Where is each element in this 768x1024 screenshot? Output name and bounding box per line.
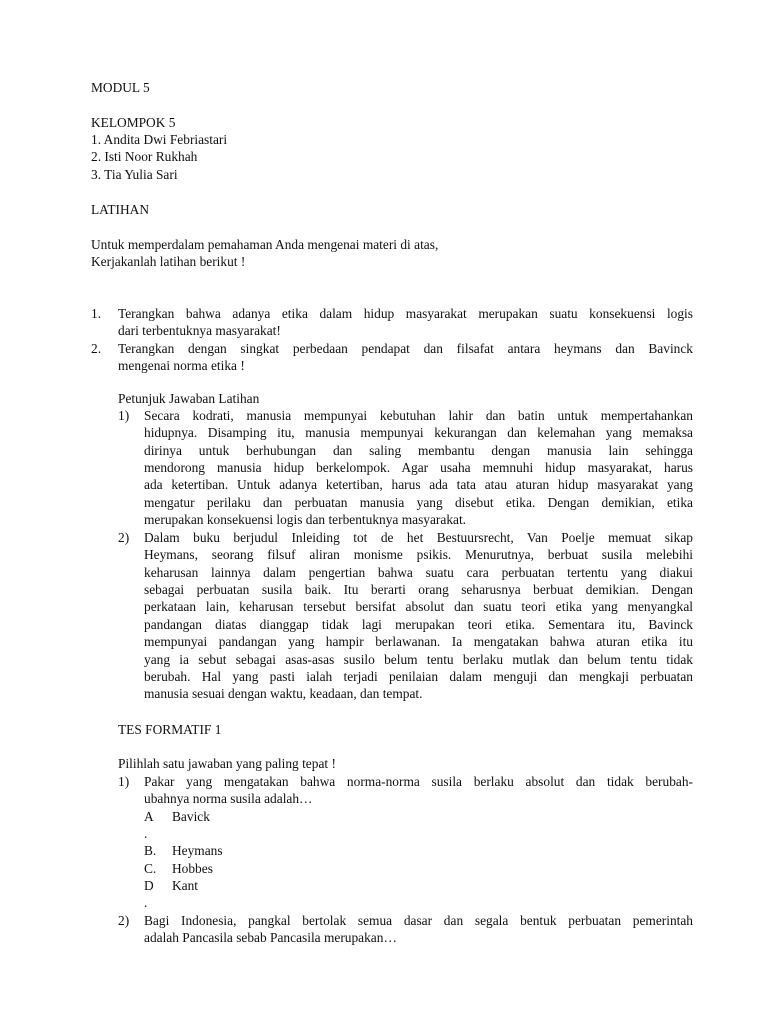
question-line: mengenai norma etika ! <box>118 358 245 373</box>
tes-question-line: ubahnya norma susila adalah… <box>144 791 313 806</box>
question-number: 1. <box>91 306 102 321</box>
module-title: MODUL 5 <box>91 80 150 95</box>
option-text: Bavick <box>172 809 210 824</box>
tes-heading: TES FORMATIF 1 <box>118 722 222 737</box>
answer-line: yang ia sebut sebagai asas-asas susilo belum tentu berlaku mutlak dan belum tentu tidak <box>144 652 693 667</box>
answer-line: keharusan lainnya dalam pengertian bahwa suatu cara perbuatan tertentu yang diakui <box>144 565 693 580</box>
option-letter: D <box>144 878 154 893</box>
answer-line: perkataan lain, keharusan tersebut bersifat absolut dan suatu teori etika yang menyangkal <box>144 599 693 614</box>
latihan-intro-line: Untuk memperdalam pemahaman Anda mengenai materi di atas, <box>91 237 439 252</box>
option-letter: . <box>144 826 148 841</box>
latihan-intro-line: Kerjakanlah latihan berikut ! <box>91 254 246 269</box>
answer-line: merupakan konsekuensi logis dan terbentuknya masyarakat. <box>144 512 467 527</box>
group-title: KELOMPOK 5 <box>91 115 176 130</box>
answer-line: dirinya untuk berhubungan dan saling membantu dengan manusia lain sehingga <box>144 443 693 458</box>
group-member: 1. Andita Dwi Febriastari <box>91 132 228 147</box>
option-text: Hobbes <box>172 861 213 876</box>
tes-instruction: Pilihlah satu jawaban yang paling tepat ! <box>118 756 336 771</box>
answer-line: berubah. Hal yang pasti ialah terjadi penilaian dalam menguji dan mengkaji perbuatan <box>144 669 693 684</box>
latihan-heading: LATIHAN <box>91 202 150 217</box>
answer-line: ada ketertiban. Untuk adanya ketertiban, harus ada tata atau aturan hidup masyarakat yang <box>144 477 693 492</box>
answer-line: Dalam buku berjudul Inleiding tot de het Bestuursrecht, Van Poelje memuat sikap <box>144 530 693 545</box>
tes-question-line: adalah Pancasila sebab Pancasila merupakan… <box>144 930 397 945</box>
question-line: Terangkan bahwa adanya etika dalam hidup masyarakat merupakan suatu konsekuensi logis <box>118 306 693 321</box>
question-number: 2. <box>91 341 102 356</box>
question-line: dari terbentuknya masyarakat! <box>118 323 281 338</box>
option-text: Heymans <box>172 843 223 858</box>
group-member: 3. Tia Yulia Sari <box>91 167 178 182</box>
answer-line: hidupnya. Disamping itu, manusia mempunyai kekurangan dan kelemahan yang memaksa <box>144 425 693 440</box>
answer-line: pandangan diatas dianggap tidak lagi merupakan teori etika. Sementara itu, Bavinck <box>144 617 693 632</box>
answer-line: manusia sesuai dengan waktu, keadaan, dan tempat. <box>144 686 423 701</box>
answer-line: Heymans, seorang filsuf aliran monisme psikis. Menurutnya, berbuat susila melebihi <box>144 547 693 562</box>
option-letter: . <box>144 895 148 910</box>
petunjuk-heading: Petunjuk Jawaban Latihan <box>118 391 260 406</box>
answer-line: mempunyai pandangan yang hampir berlawanan. Ia mengatakan bahwa aturan etika itu <box>144 634 693 649</box>
tes-question-number: 1) <box>118 774 130 789</box>
answer-line: mendorong manusia hidup berkelompok. Agar usaha memnuhi hidup masyarakat, harus <box>144 460 693 475</box>
answer-number: 2) <box>118 530 130 545</box>
option-letter: C. <box>144 861 157 876</box>
tes-question-number: 2) <box>118 913 130 928</box>
tes-question-line: Bagi Indonesia, pangkal bertolak semua dasar dan segala bentuk perbuatan pemerintah <box>144 913 693 928</box>
option-letter: B. <box>144 843 157 858</box>
answer-line: sebagai perbuatan susila baik. Itu berarti orang seharusnya berbuat demikian. Dengan <box>144 582 693 597</box>
option-letter: A <box>144 809 154 824</box>
question-line: Terangkan dengan singkat perbedaan pendapat dan filsafat antara heymans dan Bavinck <box>118 341 693 356</box>
answer-line: Secara kodrati, manusia mempunyai kebutuhan lahir dan batin untuk mempertahankan <box>144 408 693 423</box>
tes-question-line: Pakar yang mengatakan bahwa norma-norma susila berlaku absolut dan tidak berubah- <box>144 774 693 789</box>
answer-number: 1) <box>118 408 130 423</box>
group-member: 2. Isti Noor Rukhah <box>91 149 198 164</box>
option-text: Kant <box>172 878 199 893</box>
answer-line: mengatur perilaku dan perbuatan manusia yang disebut etika. Dengan demikian, etika <box>144 495 693 510</box>
